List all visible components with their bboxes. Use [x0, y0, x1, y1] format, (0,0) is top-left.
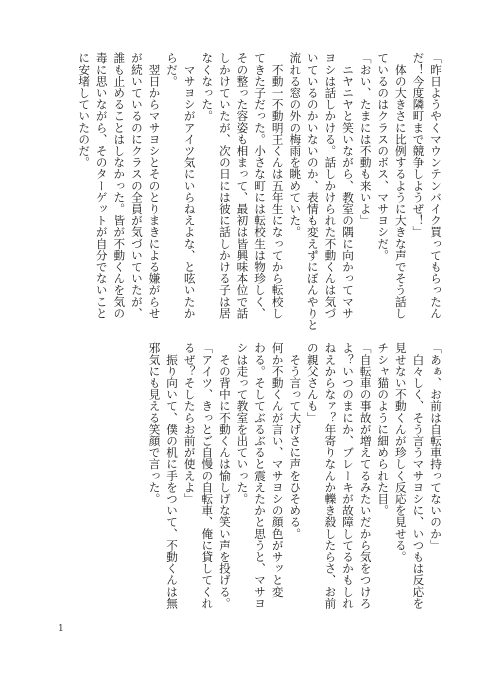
lower-text-line: チシャ猫のように細められた目。	[376, 342, 391, 516]
upper-text-line: に安堵していたのだ。	[77, 52, 92, 168]
upper-text-line: なくなった。	[200, 52, 215, 122]
upper-text-line: てきた子だった。小さな町には転校生は物珍しく、	[253, 52, 268, 319]
upper-text-block	[24, 52, 444, 331]
upper-text-line: 翌日からマサヨシとそのとりまきによる嫌がらせ	[147, 52, 162, 319]
upper-text-line: 「おい、たまには不動も来いよ」	[358, 52, 373, 226]
upper-text-line: ヨシは話しかける。話しかけられた不動くんは気づ	[323, 52, 338, 319]
lower-text-line: よ？いつのまにか、ブレーキが故障してるかもしれ	[341, 342, 356, 609]
upper-text-line: その整った容姿も相まって、最初は皆興味本位で話	[235, 52, 250, 319]
lower-text-line: そう言って大げさに声をひそめる。	[288, 342, 303, 540]
upper-text-line: 不動一不動明王くんは五年生になってから転校し	[270, 52, 285, 319]
upper-text-line: が続いているのにクラスの全員が気づいていたが、	[129, 52, 144, 319]
lower-text-line: 白々しく、そう言うマサヨシに、いつもは反応を	[411, 342, 426, 609]
upper-text-line: 誰も止めることはしなかった。皆が不動くんを気の	[112, 52, 127, 319]
lower-text-line: るぜ？そしたらお前が使えよ」	[182, 342, 197, 505]
lower-text-block	[24, 342, 444, 612]
lower-text-line: 「アイツ、きっとご自慢の自転車、俺に貸してくれ	[200, 342, 215, 609]
lower-text-line: 何か不動くんが言い、マサヨシの顔色がサッと変	[270, 342, 285, 598]
lower-text-line: 振り向いて、僕の机に手をついて、不動くんは無	[165, 342, 180, 609]
upper-text-line: 体の大きさに比例するように大きな声でそう話し	[393, 52, 408, 319]
lower-text-line: 邪気にも見える笑顔で言った。	[147, 342, 162, 505]
lower-text-line: 「あぁ、お前は自転車持ってないのか」	[429, 342, 443, 551]
lower-text-line: 見せない不動くんが珍しく反応を見せる。	[393, 342, 408, 563]
upper-text-line: マサヨシがアイツ気にいらねえよな、と呟いたか	[182, 52, 197, 319]
upper-text-line: いているのかいないのか、表情も変えずにぼんやりと	[305, 52, 320, 331]
lower-text-line: の親父さんも」	[305, 342, 320, 424]
lower-text-line: その背中に不動くんは愉しげな笑い声を投げる。	[217, 342, 232, 609]
lower-text-line: わる。そしてぶるぶると震えたかと思うと、マサヨ	[253, 342, 268, 609]
upper-text-line: 流れる窓の外の梅雨を眺めていた。	[288, 52, 303, 238]
lower-text-line: シは走って教室を出ていった。	[235, 342, 250, 505]
upper-text-line: しかけていたが、次の日には彼に話しかける子は居	[217, 52, 232, 319]
upper-text-line: 毒に思いながら、そのターゲットが自分でないこと	[94, 52, 109, 319]
upper-text-line: ニヤニヤと笑いながら、教室の隅に向かってマサ	[341, 52, 356, 319]
page-number: 1	[58, 624, 64, 634]
upper-text-line: らだ。	[165, 52, 180, 87]
lower-text-line: ねえからなァ？年寄りなんか轢き殺したらさ、お前	[323, 342, 338, 609]
upper-text-line: ているのはクラスのボス、マサヨシだ。	[376, 52, 391, 261]
upper-text-line: 「昨日ようやくマウンテンバイク買ってもらったん	[429, 52, 443, 319]
lower-text-line: 「自転車の事故が増えてるみたいだから気をつけろ	[358, 342, 373, 609]
upper-text-line: だ！今度隣町まで競争しようぜ！」	[411, 52, 426, 238]
